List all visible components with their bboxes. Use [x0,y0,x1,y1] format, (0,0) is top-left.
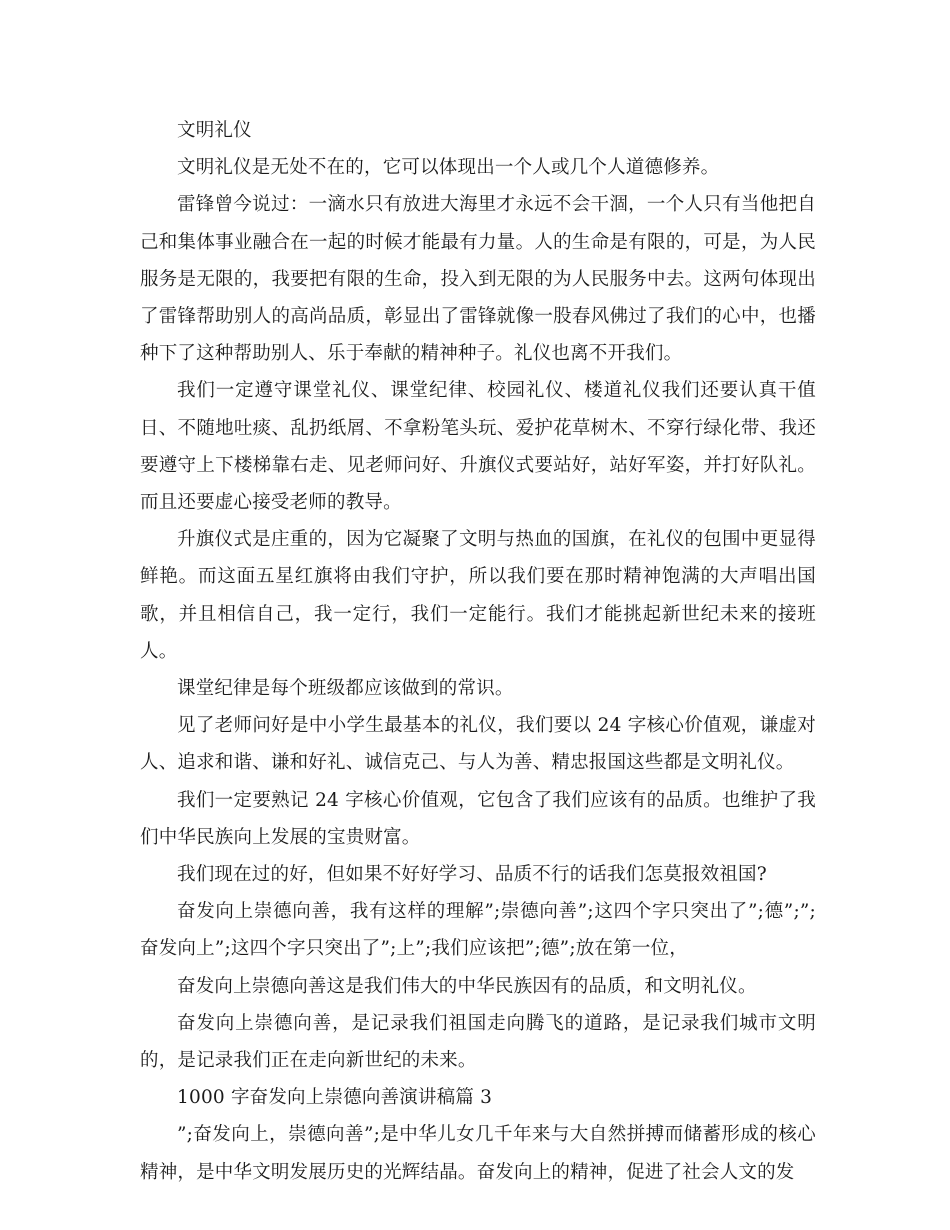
section-title: 文明礼仪 [177,120,252,141]
paragraph: 我们一定要熟记 24 字核心价值观，它包含了我们应该有的品质。也维护了我们中华民族向上发展的宝贵财富。 [140,789,816,848]
paragraph: 我们一定遵守课堂礼仪、课堂纪律、校园礼仪、楼道礼仪我们还要认真干值日、不随地吐痰、乱扔纸屑、不拿粉笔头玩、爱护花草树木、不穿行绿化带、我还要遵守上下楼梯靠右走、见老师问好、升旗仪式要站好，站好军姿，并打好队礼。而且还要虚心接受老师的教导。 [140,380,816,514]
paragraph: 我们现在过的好，但如果不好好学习、品质不行的话我们怎莫报效祖国? [177,864,767,886]
paragraph: 升旗仪式是庄重的，因为它凝聚了文明与热血的国旗，在礼仪的包围中更显得鲜艳。而这面五星红旗将由我们守护，所以我们要在那时精神饱满的大声唱出国歌，并且相信自己，我一定行，我们一定能行。我们才能挑起新世纪未来的接班人。 [140,529,816,662]
paragraph: 文明礼仪是无处不在的，它可以体现出一个人或几个人道德修养。 [177,157,720,179]
paragraph: 课堂纪律是每个班级都应该做到的常识。 [177,678,514,700]
section-heading: 1000 字奋发向上崇德向善演讲稿篇 3 [177,1087,493,1109]
paragraph: ”;奋发向上，崇德向善”;是中华儿女几千年来与大自然拼搏而储蓄形成的核心精神，是中华文明发展历史的光辉结晶。奋发向上的精神，促进了社会人文的发 [140,1124,816,1183]
paragraph: 奋发向上崇德向善，是记录我们祖国走向腾飞的道路，是记录我们城市文明的，是记录我们正在走向新世纪的未来。 [140,1012,816,1072]
paragraph: 雷锋曾今说过：一滴水只有放进大海里才永远不会干涸，一个人只有当他把自己和集体事业融合在一起的时候才能最有力量。人的生命是有限的，可是，为人民服务是无限的，我要把有限的生命，投入到无限的为人民服务中去。这两句体现出了雷锋帮助别人的高尚品质，彰显出了雷锋就像一股春风佛过了我们的心中，也播种下了这种帮助别人、乐于奉献的精神种子。礼仪也离不开我们。 [140,194,816,365]
document-page [140,112,816,1191]
paragraph: 奋发向上崇德向善这是我们伟大的中华民族因有的品质，和文明礼仪。 [177,975,757,997]
paragraph: 奋发向上崇德向善，我有这样的理解”;崇德向善”;这四个字只突出了”;德”;”;奋发向上”;这四个字只突出了”;上”;我们应该把”;德”;放在第一位， [140,901,816,960]
paragraph: 见了老师问好是中小学生最基本的礼仪，我们要以 24 字核心价值观，谦虚对人、追求和谐、谦和好礼、诚信克己、与人为善、精忠报国这些都是文明礼仪。 [140,715,816,774]
